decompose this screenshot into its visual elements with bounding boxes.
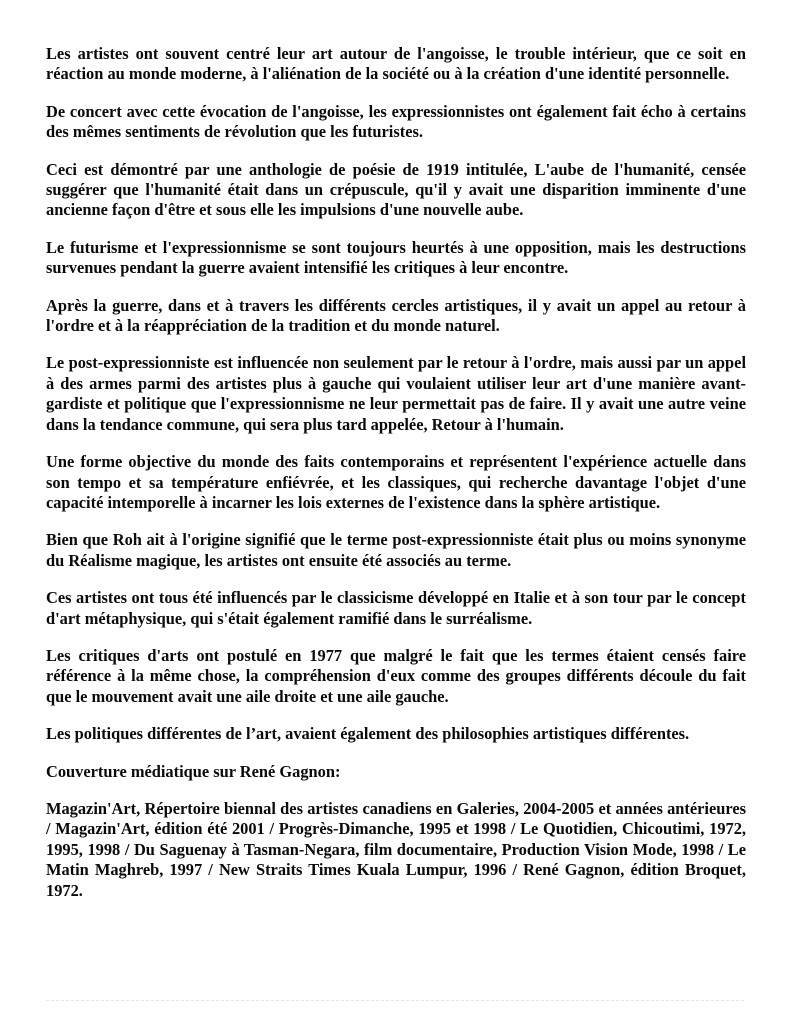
paragraph-forme-objective: Une forme objective du monde des faits contemporains et représentent l'expérience actuelle dans son tempo et sa température enfiévrée, et les classiques, qui recherche davantage l'objet d'une capacité intemporelle à incarner les lois externes de l'existence dans la sphère artistique. (46, 452, 746, 512)
paragraph-critiques: Les critiques d'arts ont postulé en 1977 que malgré le fait que les termes étaient censés faire référence à la même chose, la compréhension d'eux comme des groupes différents découle du fait que le mouvement avait une aile droite et une aile gauche. (46, 645, 746, 706)
paragraph-futurisme: Le futurisme et l'expressionnisme se sont toujours heurtés à une opposition, mais les destructions survenues pendant la guerre avaient intensifié les critiques à leur encontre. (46, 237, 746, 278)
paragraph-apres-guerre: Après la guerre, dans et à travers les différents cercles artistiques, il y avait un appel au retour à l'ordre et à la réappréciation de la tradition et du monde naturel. (46, 295, 746, 336)
page-bottom-divider (46, 1000, 744, 1001)
paragraph-anthologie: Ceci est démontré par une anthologie de poésie de 1919 intitulée, L'aube de l'humanité, censée suggérer que l'humanité était dans un crépuscule, qu'il y avait une disparition imminente d'une ancienne façon d'être et sous elle les impulsions d'une nouvelle aube. (46, 159, 746, 220)
paragraph-politiques: Les politiques différentes de l’art, avaient également des philosophies artistiques différentes. (46, 724, 690, 744)
paragraph-angoisse: Les artistes ont souvent centré leur art autour de l'angoisse, le trouble intérieur, que ce soit en réaction au monde moderne, à l'aliénation de la société ou à la création d'une identité personnelle. (46, 44, 746, 84)
paragraph-roh: Bien que Roh ait à l'origine signifié que le terme post-expressionniste était plus ou moins synonyme du Réalisme magique, les artistes ont ensuite été associés au terme. (46, 530, 746, 570)
media-coverage-list: Magazin'Art, Répertoire biennal des artistes canadiens en Galeries, 2004-2005 et années antérieures / Magazin'Art, édition été 2001 / Progrès-Dimanche, 1995 et 1998 / Le Quotidien, Chicoutimi, 1972, 1995, 1998 / Du Saguenay à Tasman-Negara, film documentaire, Production Vision Mode, 1998 / Le Matin Maghreb, 1997 / New Straits Times Kuala Lumpur, 1996 / René Gagnon, édition Broquet, 1972. (46, 798, 746, 900)
paragraph-classicisme: Ces artistes ont tous été influencés par le classicisme développé en Italie et à son tour par le concept d'art métaphysique, qui s'était également ramifié dans le surréalisme. (46, 588, 746, 628)
paragraph-expressionnistes: De concert avec cette évocation de l'angoisse, les expressionnistes ont également fait écho à certains des mêmes sentiments de révolution que les futuristes. (46, 101, 746, 142)
document-body (46, 44, 746, 901)
media-coverage-heading: Couverture médiatique sur René Gagnon: (46, 761, 341, 781)
paragraph-post-expressionniste: Le post-expressionniste est influencée non seulement par le retour à l'ordre, mais aussi par un appel à des armes parmi des artistes plus à gauche qui voulaient utiliser leur art d'une manière avant-gardiste et politique que l'expressionnisme ne leur permettait pas de faire. Il y avait une autre veine dans la tendance commune, qui sera plus tard appelée, Retour à l'humain. (46, 353, 746, 434)
